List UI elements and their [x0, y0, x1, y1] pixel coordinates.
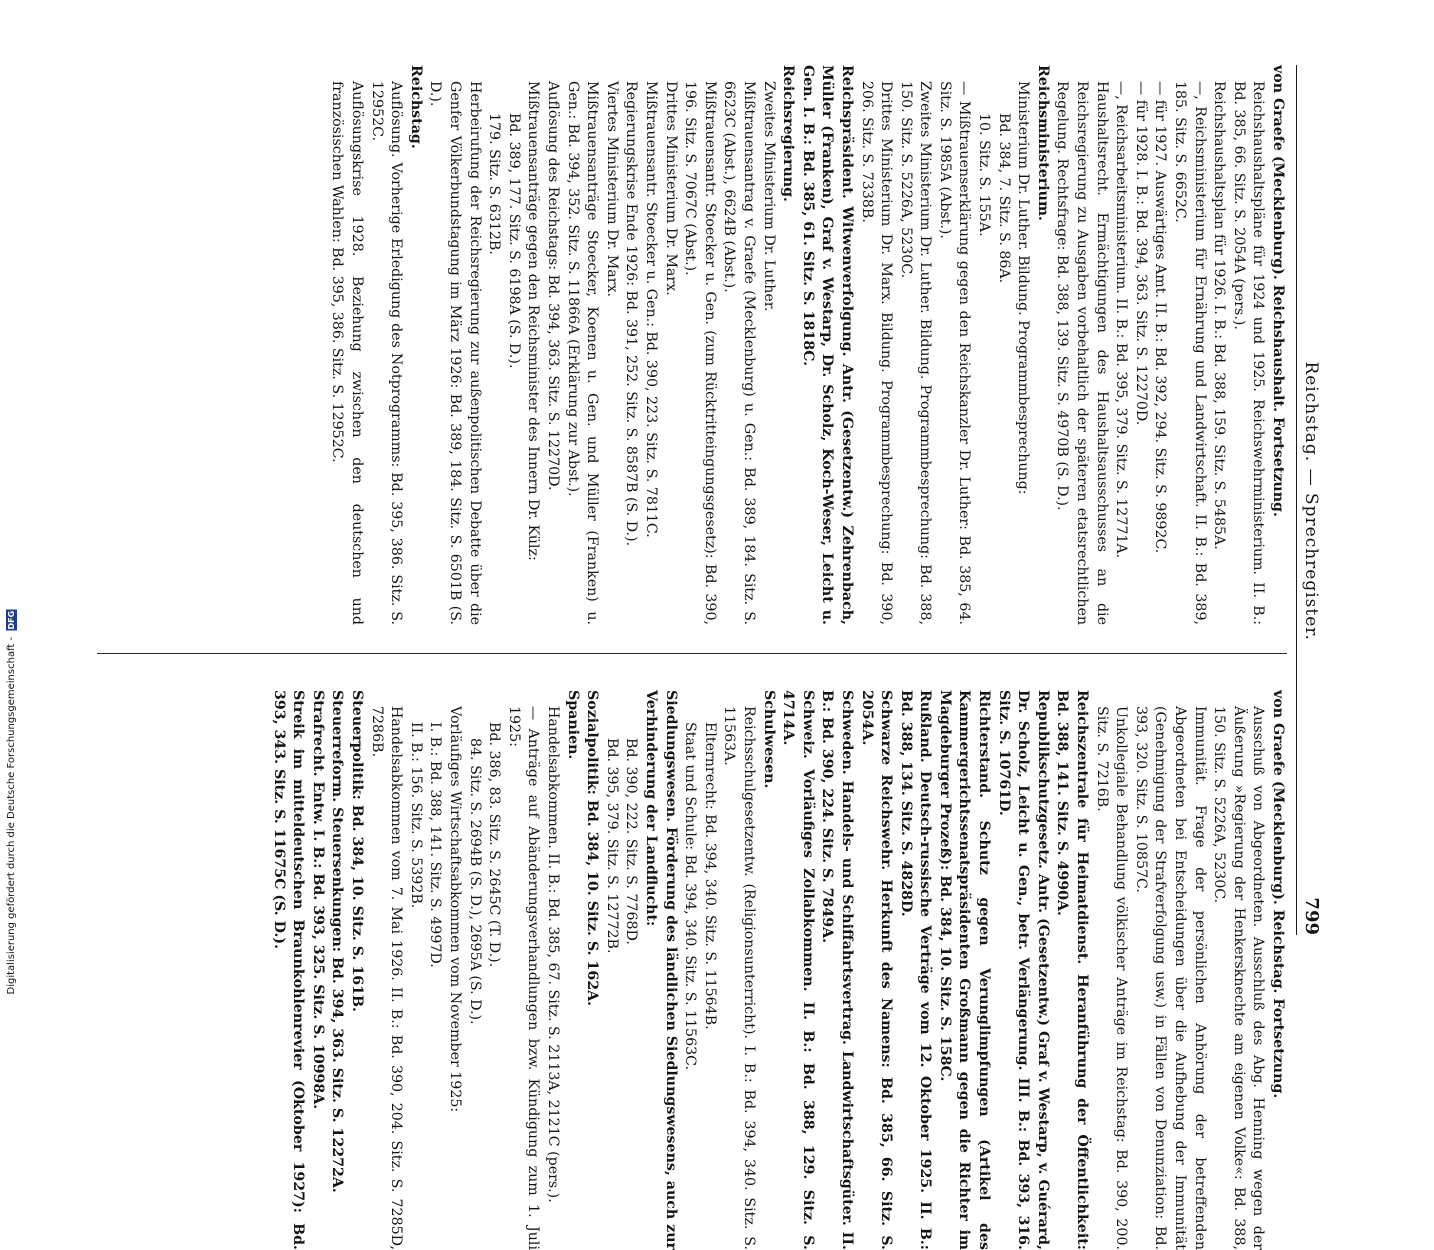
register-entry: Strafrecht. Entw. I. B.: Bd. 393, 325. Sitz. S. 10998A.: [309, 690, 326, 1110]
register-entry: Elternrecht: Bd. 394, 340. Sitz. S. 11564B.: [701, 722, 718, 1030]
register-entry: Reichstag.: [407, 65, 424, 149]
right-column: [97, 690, 1287, 1250]
register-entry: Mißtrauensantrag v. Graefe (Mecklenburg) u. Gen.: Bd. 389, 184. Sitz. S. 6623C (Abst.), 6624B (Abst.).: [721, 81, 757, 625]
register-entry: Bd. 395, 379. Sitz. S. 12772B.: [603, 738, 620, 954]
register-entry: von Graefe (Mecklenburg). Reichstag. Fortsetzung.: [1270, 690, 1286, 1099]
register-entry: Reichsministerium.: [1034, 65, 1051, 221]
register-entry: Bd. 384, 7. Sitz. S. 86A.: [995, 113, 1012, 284]
digitization-footer: [4, 6, 18, 994]
register-entry: Schulwesen.: [760, 690, 777, 789]
register-entry: — Anträge auf Abänderungsverhandlungen bzw. Kündigung zum 1. Juli 1925:: [505, 706, 542, 1250]
register-entry: —, Reichsministerium für Ernährung und Landwirtschaft. II. B.: Bd. 389, 185. Sitz. S. 6652C.: [1172, 81, 1208, 625]
register-entry: Drittes Ministerium Dr. Marx. Bildung. Programmbesprechung: Bd. 390, 206. Sitz. S. 7338B.: [858, 81, 895, 625]
register-entry: Schweiz. Vorläufiges Zollabkommen. II. B.: Bd. 388, 129. Sitz. S. 4714A.: [780, 690, 816, 1250]
register-entry: Reichshaushaltsplan für 1926. I. B.: Bd. 388, 159. Sitz. S. 5485A.: [1211, 81, 1228, 550]
register-entry: —, Reichsarbeitsministerium. II. B.: Bd. 395, 379. Sitz. S. 12771A.: [1113, 81, 1130, 559]
register-entry: Haushaltsrecht. Ermächtigungen des Haushaltsausschusses an die Reichsregierung zu Ausgaben vorbehaltlich der späteren etatsrechtlichen Regelung. Rechtsfrage: Bd. 388, 139. Sitz. S. 4970B (S. D.).: [1054, 81, 1110, 625]
running-title: Reichstag. — Sprechregister.: [1301, 361, 1321, 641]
register-entry: Reichszentrale für Heimatdienst. Heranführung der Öffentlichkeit: Bd. 388, 141. Sitz. S. 4990A.: [1054, 690, 1091, 1250]
register-entry: Drittes Ministerium Dr. Marx.: [662, 81, 679, 296]
register-entry: Unkollegiale Behandlung völkischer Anträge im Reichstag: Bd. 390, 200. Sitz. S. 7216B.: [1093, 706, 1130, 1250]
register-entry: 84. Sitz. S. 2694B (S. D.), 2695A (S. D.).: [466, 738, 483, 1025]
register-entry: 179. Sitz. S. 6312B.: [486, 113, 503, 255]
register-entry: Reichsregierung.: [780, 65, 797, 202]
left-column: [97, 65, 1287, 625]
register-entry: Schweden. Handels- und Schiffahrtsvertrag. Landwirtschaftsgüter. II. B.: Bd. 390, 224. Sitz. S. 7849A.: [819, 690, 855, 1250]
register-entry: II. B.: 156. Sitz. S. 5392B.: [407, 722, 424, 909]
register-entry: Zweites Ministerium Dr. Luther.: [760, 81, 777, 312]
register-entry: Bd. 386, 83. Sitz. S. 2645C (T. D.).: [486, 722, 503, 968]
register-entry: Spanien.: [564, 690, 581, 760]
page-number: 799: [1301, 897, 1322, 935]
register-entry: Viertes Ministerium Dr. Marx.: [603, 81, 620, 298]
dfg-logo: DFG: [6, 610, 16, 630]
register-entry: 10. Sitz. S. 155A.: [976, 113, 993, 237]
register-entry: Streik im mitteldeutschen Braunkohlenrevier (Oktober 1927): Bd. 393, 343. Sitz. S. 11675C (S. D.).: [270, 690, 307, 1250]
register-entry: Sozialpolitik: Bd. 384, 10. Sitz. S. 162A.: [584, 690, 601, 1007]
rotated-document-page: [67, 25, 1367, 1250]
register-entry: Richterstand. Schutz gegen Verunglimpfungen (Artikel des Kammergerichtssenatspräsidenten Großmann gegen die Richter im Magdeburger Prozeß): Bd. 384, 10. Sitz. S. 158C.: [936, 690, 993, 1250]
register-entry: Vorläufiges Wirtschaftsabkommen vom November 1925:: [447, 706, 464, 1113]
register-entry: I. B.: Bd. 388, 141. Sitz. S. 4997D.: [427, 722, 444, 968]
register-entry: Reichshaushaltspläne für 1924 und 1925. Reichswehrministerium. II. B.: Bd. 385, 66. Sitz. S. 2054A (pers.).: [1230, 81, 1267, 625]
register-entry: — Mißtrauenserklärung gegen den Reichskanzler Dr. Luther: Bd. 385, 64. Sitz. S. 1985A (Abst.).: [936, 81, 973, 625]
register-entry: Regierungskrise Ende 1926: Bd. 391, 252. Sitz. S. 8587B (S. D.).: [623, 81, 640, 547]
register-entry: — für 1927. Auswärtiges Amt. II. B.: Bd. 392, 294. Sitz. S. 9892C.: [1152, 81, 1169, 554]
register-entry: Bd. 389, 177. Sitz. S. 6198A (S. D.).: [505, 113, 522, 369]
page-header: [1301, 65, 1341, 935]
register-entry: Mißtrauensanträge Stoecker, Koenen u. Gen. und Müller (Franken) u. Gen.: Bd. 394, 352. Sitz. S. 11866A (Erklärung zur Abst.).: [564, 81, 601, 625]
register-entry: Ausschuß von Abgeordneten. Ausschluß des Abg. Henning wegen der Äußerung »Regierung der Henkersknechte am eigenen Volke«: Bd. 388, 150. Sitz. S. 5226A, 5230C.: [1211, 706, 1267, 1250]
register-entry: — für 1928. I. B.: Bd. 394, 363. Sitz. S. 12270D.: [1132, 81, 1149, 426]
register-entry: Staat und Schule: Bd. 394, 340. Sitz. S. 11563C.: [682, 722, 699, 1070]
header-rule: [1296, 65, 1297, 935]
register-entry: Reichsschulgesetzentw. (Religionsunterricht). I. B.: Bd. 394, 340. Sitz. S. 11563A.: [721, 706, 757, 1250]
register-entry: Herbeirufung der Reichsregierung zur außenpolitischen Debatte über die Genfer Völkerbundstagung im März 1926: Bd. 389, 184. Sitz. S. 6501B (S. D.).: [427, 81, 483, 625]
register-entry: Steuerpolitik: Bd. 384, 10. Sitz. S. 161B.: [349, 690, 366, 1012]
register-entry: Immunität. Frage der persönlichen Anhörung der betreffenden Abgeordneten bei Entscheidungen über die Aufhebung der Immunität (Genehmigung der Strafverfolgung usw.) in Fällen von Denunziation: Bd. 393, 320. Sitz. S. 10857C.: [1132, 706, 1208, 1250]
register-entry: Zweites Ministerium Dr. Luther. Bildung. Programmbesprechung: Bd. 388, 150. Sitz. S. 5226A, 5230C.: [897, 81, 934, 625]
register-entry: Siedlungswesen. Förderung des ländlichen Siedlungswesens, auch zur Verhinderung der Landflucht:: [643, 690, 679, 1250]
register-entry: Bd. 390, 222. Sitz. S. 7768D.: [623, 738, 640, 945]
register-entry: Mißtrauensantr. Stoecker u. Gen. (zum Rücktritteingungsgesetz): Bd. 390, 196. Sitz. S. 7067C (Abst.).: [682, 81, 718, 625]
register-entry: Auflösung. Vorherige Erledigung des Notprogramms: Bd. 395, 386. Sitz. S. 12952C.: [368, 81, 405, 625]
column-divider: [97, 653, 1287, 654]
register-entry: Rußland. Deutsch-russische Verträge vom 12. Oktober 1925. II. B.: Bd. 388, 134. Sitz. S. 4828D.: [897, 690, 934, 1250]
footer-text: Digitalisierung gefördert durch die Deutsche Forschungsgemeinschaft -: [5, 636, 17, 994]
register-entry: Reichspräsident. Witwenverfolgung. Antr. (Gesetzentw.) Zehrenbach, Müller (Franken), Graf v. Westarp, Dr. Scholz, Koch-Weser, Leicht u. Gen. I. B.: Bd. 385, 61. Sitz. S. 1818C.: [799, 65, 855, 625]
register-entry: Ministerium Dr. Luther. Bildung. Programmbesprechung:: [1015, 81, 1032, 495]
register-entry: Steuerreform. Steuersenkungen: Bd. 394, 363. Sitz. S. 12272A.: [329, 690, 346, 1193]
register-entry: Republikschutzgesetz. Antr. (Gesetzentw.) Graf v. Westarp, v. Guérard, Dr. Scholz, Leicht u. Gen., betr. Verlängerung. III. B.: Bd. 393, 316. Sitz. S. 10761D.: [995, 690, 1051, 1250]
register-entry: Auflösung des Reichstags: Bd. 394, 363. Sitz. S. 12270D.: [545, 81, 562, 491]
register-entry: Handelsabkommen. II. B.: Bd. 385, 67. Sitz. S. 2113A, 2121C (pers.).: [545, 706, 562, 1203]
register-entry: Mißtrauensantr. Stoecker u. Gen.: Bd. 390, 223. Sitz. S. 7811C.: [643, 81, 659, 538]
register-entry: von Graefe (Mecklenburg). Reichshaushalt. Fortsetzung.: [1270, 65, 1286, 517]
register-entry: Handelsabkommen vom 7. Mai 1926. II. B.: Bd. 390, 204. Sitz. S. 7285D, 7286B.: [368, 706, 405, 1250]
register-entry: Mißtrauensanträge gegen den Reichsminister des Innern Dr. Külz:: [525, 81, 542, 561]
register-entry: Auflösungskrise 1928. Beziehung zwischen den deutschen und französischen Wahlen: Bd. 395, 386. Sitz. S. 12952C.: [329, 81, 366, 625]
register-entry: Schwarze Reichswehr. Herkunft des Namens: Bd. 385, 66. Sitz. S. 2054A.: [858, 690, 895, 1250]
